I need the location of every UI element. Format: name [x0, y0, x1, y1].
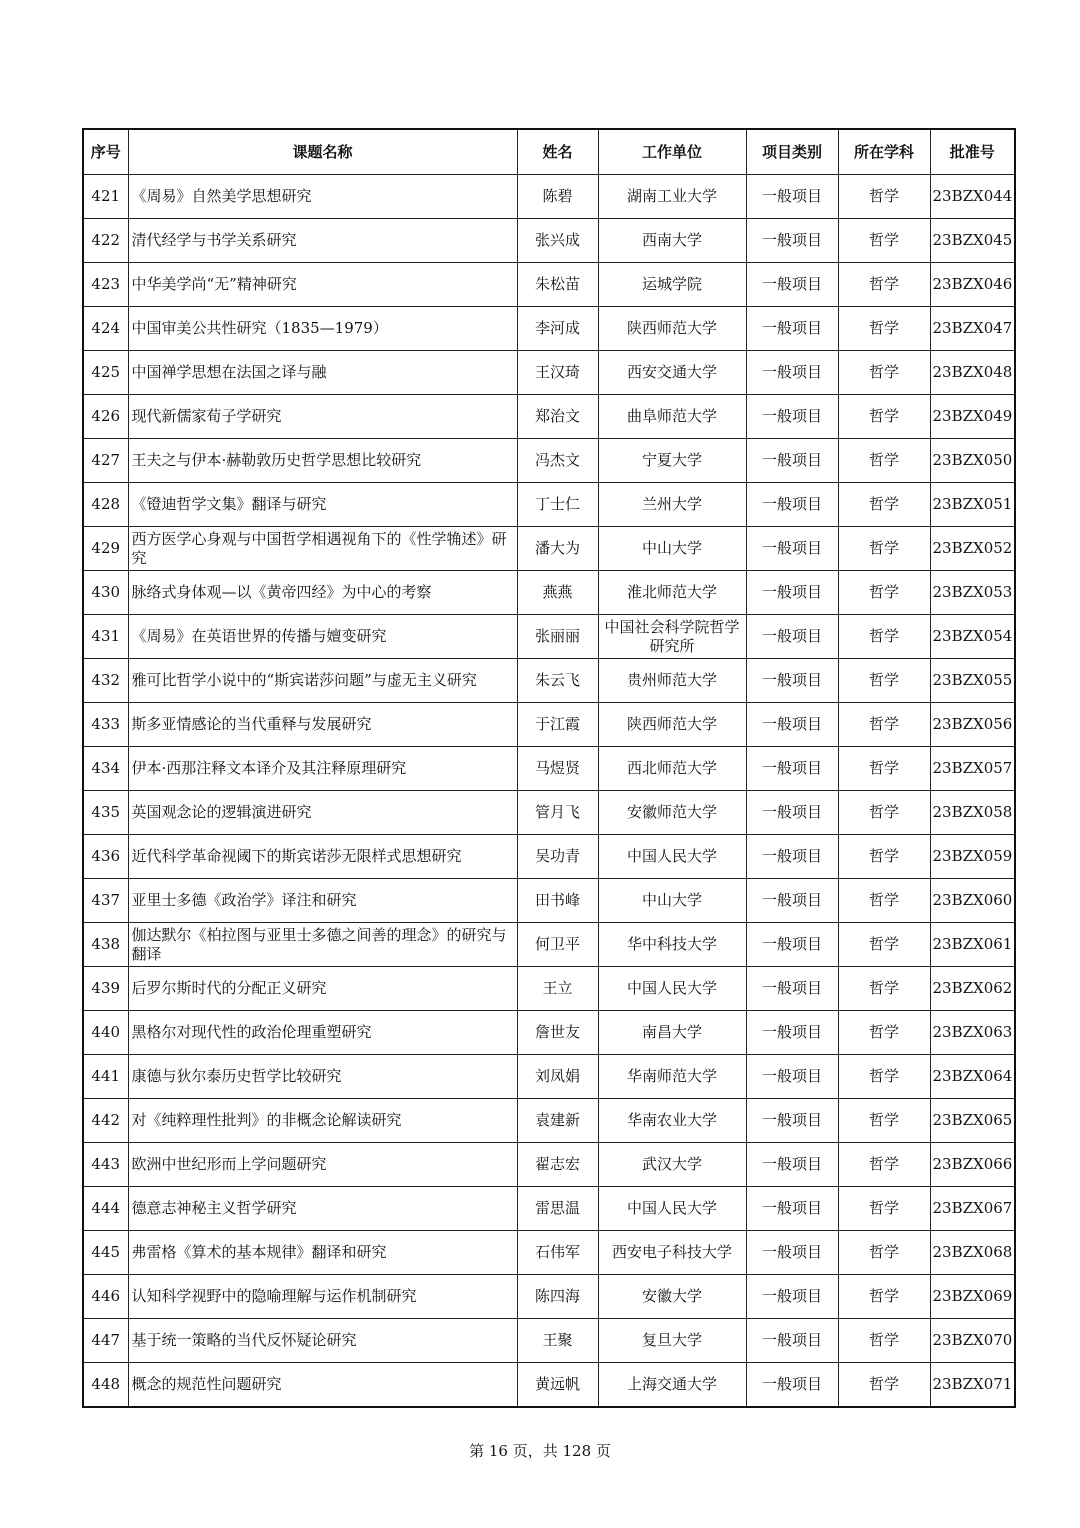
cell-approval-number: 23BZX054	[930, 615, 1015, 659]
cell-approval-number: 23BZX064	[930, 1055, 1015, 1099]
cell-index: 436	[83, 835, 128, 879]
cell-index: 433	[83, 703, 128, 747]
cell-approval-number: 23BZX069	[930, 1275, 1015, 1319]
cell-institution: 安徽师范大学	[598, 791, 746, 835]
cell-title: 后罗尔斯时代的分配正义研究	[128, 967, 517, 1011]
cell-title: 《镫迪哲学文集》翻译与研究	[128, 483, 517, 527]
cell-title: 现代新儒家荀子学研究	[128, 395, 517, 439]
cell-title: 概念的规范性问题研究	[128, 1363, 517, 1408]
cell-index: 428	[83, 483, 128, 527]
cell-institution: 运城学院	[598, 263, 746, 307]
cell-name: 管月飞	[517, 791, 598, 835]
cell-discipline: 哲学	[838, 175, 930, 219]
cell-discipline: 哲学	[838, 1275, 930, 1319]
cell-discipline: 哲学	[838, 615, 930, 659]
cell-index: 435	[83, 791, 128, 835]
cell-discipline: 哲学	[838, 1055, 930, 1099]
table-row	[83, 1231, 1015, 1275]
header-institution: 工作单位	[598, 129, 746, 175]
project-table	[82, 128, 1016, 1408]
cell-name: 黄远帆	[517, 1363, 598, 1408]
cell-name: 吴功青	[517, 835, 598, 879]
cell-index: 445	[83, 1231, 128, 1275]
table-row	[83, 1099, 1015, 1143]
cell-institution: 上海交通大学	[598, 1363, 746, 1408]
cell-name: 冯杰文	[517, 439, 598, 483]
table-row	[83, 439, 1015, 483]
cell-index: 432	[83, 659, 128, 703]
cell-name: 王聚	[517, 1319, 598, 1363]
cell-approval-number: 23BZX061	[930, 923, 1015, 967]
cell-discipline: 哲学	[838, 835, 930, 879]
cell-category: 一般项目	[746, 615, 838, 659]
cell-approval-number: 23BZX047	[930, 307, 1015, 351]
cell-institution: 曲阜师范大学	[598, 395, 746, 439]
table-row	[83, 527, 1015, 571]
cell-approval-number: 23BZX053	[930, 571, 1015, 615]
cell-name: 陈碧	[517, 175, 598, 219]
cell-title: 康德与狄尔泰历史哲学比较研究	[128, 1055, 517, 1099]
table-row	[83, 1055, 1015, 1099]
table-row	[83, 483, 1015, 527]
cell-category: 一般项目	[746, 1187, 838, 1231]
cell-institution: 陕西师范大学	[598, 307, 746, 351]
cell-category: 一般项目	[746, 439, 838, 483]
cell-discipline: 哲学	[838, 307, 930, 351]
cell-title: 基于统一策略的当代反怀疑论研究	[128, 1319, 517, 1363]
table-row	[83, 263, 1015, 307]
cell-institution: 中国人民大学	[598, 1187, 746, 1231]
cell-institution: 华南师范大学	[598, 1055, 746, 1099]
cell-discipline: 哲学	[838, 659, 930, 703]
cell-approval-number: 23BZX052	[930, 527, 1015, 571]
cell-name: 王汉琦	[517, 351, 598, 395]
cell-index: 444	[83, 1187, 128, 1231]
cell-institution: 武汉大学	[598, 1143, 746, 1187]
cell-index: 427	[83, 439, 128, 483]
cell-approval-number: 23BZX045	[930, 219, 1015, 263]
cell-discipline: 哲学	[838, 527, 930, 571]
cell-name: 刘凤娟	[517, 1055, 598, 1099]
cell-category: 一般项目	[746, 835, 838, 879]
cell-category: 一般项目	[746, 395, 838, 439]
cell-name: 张丽丽	[517, 615, 598, 659]
cell-index: 441	[83, 1055, 128, 1099]
cell-approval-number: 23BZX059	[930, 835, 1015, 879]
cell-institution: 中山大学	[598, 879, 746, 923]
cell-index: 439	[83, 967, 128, 1011]
cell-category: 一般项目	[746, 1319, 838, 1363]
table-row	[83, 879, 1015, 923]
cell-index: 423	[83, 263, 128, 307]
cell-name: 燕燕	[517, 571, 598, 615]
cell-discipline: 哲学	[838, 1187, 930, 1231]
cell-name: 陈四海	[517, 1275, 598, 1319]
cell-institution: 陕西师范大学	[598, 703, 746, 747]
table-row	[83, 1275, 1015, 1319]
cell-title: 雅可比哲学小说中的“斯宾诺莎问题”与虚无主义研究	[128, 659, 517, 703]
header-discipline: 所在学科	[838, 129, 930, 175]
cell-institution: 华南农业大学	[598, 1099, 746, 1143]
cell-category: 一般项目	[746, 747, 838, 791]
cell-title: 脉络式身体观—以《黄帝四经》为中心的考察	[128, 571, 517, 615]
cell-index: 438	[83, 923, 128, 967]
cell-name: 潘大为	[517, 527, 598, 571]
cell-approval-number: 23BZX066	[930, 1143, 1015, 1187]
cell-title: 西方医学心身观与中国哲学相遇视角下的《性学觕述》研究	[128, 527, 517, 571]
cell-discipline: 哲学	[838, 263, 930, 307]
cell-institution: 安徽大学	[598, 1275, 746, 1319]
cell-category: 一般项目	[746, 527, 838, 571]
cell-institution: 南昌大学	[598, 1011, 746, 1055]
cell-institution: 淮北师范大学	[598, 571, 746, 615]
cell-name: 翟志宏	[517, 1143, 598, 1187]
cell-category: 一般项目	[746, 1011, 838, 1055]
cell-category: 一般项目	[746, 219, 838, 263]
table-row	[83, 703, 1015, 747]
table-row	[83, 1319, 1015, 1363]
cell-category: 一般项目	[746, 1055, 838, 1099]
cell-title: 中国审美公共性研究（1835—1979）	[128, 307, 517, 351]
cell-discipline: 哲学	[838, 483, 930, 527]
cell-approval-number: 23BZX056	[930, 703, 1015, 747]
table-row	[83, 219, 1015, 263]
cell-name: 田书峰	[517, 879, 598, 923]
cell-discipline: 哲学	[838, 395, 930, 439]
cell-name: 王立	[517, 967, 598, 1011]
table-body	[83, 175, 1015, 1408]
table-row	[83, 351, 1015, 395]
cell-approval-number: 23BZX063	[930, 1011, 1015, 1055]
cell-discipline: 哲学	[838, 879, 930, 923]
cell-category: 一般项目	[746, 1363, 838, 1408]
table-row	[83, 1363, 1015, 1408]
cell-name: 张兴成	[517, 219, 598, 263]
cell-title: 英国观念论的逻辑演进研究	[128, 791, 517, 835]
cell-index: 437	[83, 879, 128, 923]
cell-institution: 西安交通大学	[598, 351, 746, 395]
table-row	[83, 659, 1015, 703]
cell-title: 弗雷格《算术的基本规律》翻译和研究	[128, 1231, 517, 1275]
cell-discipline: 哲学	[838, 571, 930, 615]
cell-discipline: 哲学	[838, 967, 930, 1011]
table-row	[83, 791, 1015, 835]
cell-category: 一般项目	[746, 175, 838, 219]
cell-name: 朱松苗	[517, 263, 598, 307]
table-row	[83, 175, 1015, 219]
cell-approval-number: 23BZX060	[930, 879, 1015, 923]
cell-index: 443	[83, 1143, 128, 1187]
cell-title: 黑格尔对现代性的政治伦理重塑研究	[128, 1011, 517, 1055]
cell-discipline: 哲学	[838, 1143, 930, 1187]
cell-approval-number: 23BZX049	[930, 395, 1015, 439]
cell-name: 何卫平	[517, 923, 598, 967]
cell-title: 斯多亚情感论的当代重释与发展研究	[128, 703, 517, 747]
cell-name: 朱云飞	[517, 659, 598, 703]
cell-title: 对《纯粹理性批判》的非概念论解读研究	[128, 1099, 517, 1143]
cell-discipline: 哲学	[838, 1011, 930, 1055]
header-index: 序号	[83, 129, 128, 175]
cell-institution: 湖南工业大学	[598, 175, 746, 219]
table-row	[83, 1011, 1015, 1055]
cell-category: 一般项目	[746, 1231, 838, 1275]
cell-institution: 西安电子科技大学	[598, 1231, 746, 1275]
table-row	[83, 923, 1015, 967]
cell-name: 石伟军	[517, 1231, 598, 1275]
cell-title: 中华美学尚“无”精神研究	[128, 263, 517, 307]
cell-title: 《周易》在英语世界的传播与嬗变研究	[128, 615, 517, 659]
cell-name: 于江霞	[517, 703, 598, 747]
cell-index: 434	[83, 747, 128, 791]
cell-approval-number: 23BZX048	[930, 351, 1015, 395]
cell-name: 郑治文	[517, 395, 598, 439]
cell-category: 一般项目	[746, 1099, 838, 1143]
cell-category: 一般项目	[746, 879, 838, 923]
table-row	[83, 395, 1015, 439]
cell-category: 一般项目	[746, 923, 838, 967]
cell-approval-number: 23BZX051	[930, 483, 1015, 527]
cell-category: 一般项目	[746, 1275, 838, 1319]
cell-institution: 中国人民大学	[598, 835, 746, 879]
cell-approval-number: 23BZX067	[930, 1187, 1015, 1231]
cell-index: 422	[83, 219, 128, 263]
cell-discipline: 哲学	[838, 791, 930, 835]
cell-index: 430	[83, 571, 128, 615]
page-number-footer: 第 16 页，共 128 页	[469, 1442, 611, 1460]
cell-category: 一般项目	[746, 967, 838, 1011]
header-title: 课题名称	[128, 129, 517, 175]
cell-institution: 复旦大学	[598, 1319, 746, 1363]
cell-discipline: 哲学	[838, 703, 930, 747]
cell-institution: 宁夏大学	[598, 439, 746, 483]
cell-discipline: 哲学	[838, 439, 930, 483]
cell-name: 马煜贤	[517, 747, 598, 791]
cell-approval-number: 23BZX070	[930, 1319, 1015, 1363]
cell-discipline: 哲学	[838, 1099, 930, 1143]
cell-category: 一般项目	[746, 483, 838, 527]
cell-category: 一般项目	[746, 571, 838, 615]
cell-title: 伽达默尔《柏拉图与亚里士多德之间善的理念》的研究与翻译	[128, 923, 517, 967]
cell-name: 袁建新	[517, 1099, 598, 1143]
cell-discipline: 哲学	[838, 1363, 930, 1408]
table-row	[83, 1187, 1015, 1231]
table-row	[83, 615, 1015, 659]
table-row	[83, 747, 1015, 791]
cell-name: 詹世友	[517, 1011, 598, 1055]
project-table-container	[82, 128, 1014, 1408]
cell-discipline: 哲学	[838, 923, 930, 967]
cell-approval-number: 23BZX046	[930, 263, 1015, 307]
cell-approval-number: 23BZX068	[930, 1231, 1015, 1275]
table-header-row	[83, 129, 1015, 175]
header-name: 姓名	[517, 129, 598, 175]
header-approval-number: 批准号	[930, 129, 1015, 175]
cell-title: 欧洲中世纪形而上学问题研究	[128, 1143, 517, 1187]
cell-institution: 华中科技大学	[598, 923, 746, 967]
cell-approval-number: 23BZX058	[930, 791, 1015, 835]
cell-index: 447	[83, 1319, 128, 1363]
cell-title: 王夫之与伊本·赫勒敦历史哲学思想比较研究	[128, 439, 517, 483]
cell-name: 李河成	[517, 307, 598, 351]
cell-index: 431	[83, 615, 128, 659]
cell-discipline: 哲学	[838, 219, 930, 263]
table-row	[83, 835, 1015, 879]
cell-discipline: 哲学	[838, 1231, 930, 1275]
cell-title: 伊本·西那注释文本译介及其注释原理研究	[128, 747, 517, 791]
cell-institution: 西南大学	[598, 219, 746, 263]
cell-approval-number: 23BZX050	[930, 439, 1015, 483]
cell-index: 442	[83, 1099, 128, 1143]
cell-index: 425	[83, 351, 128, 395]
cell-category: 一般项目	[746, 703, 838, 747]
cell-index: 426	[83, 395, 128, 439]
cell-title: 《周易》自然美学思想研究	[128, 175, 517, 219]
cell-approval-number: 23BZX065	[930, 1099, 1015, 1143]
table-row	[83, 307, 1015, 351]
cell-category: 一般项目	[746, 263, 838, 307]
table-row	[83, 571, 1015, 615]
cell-approval-number: 23BZX044	[930, 175, 1015, 219]
cell-category: 一般项目	[746, 659, 838, 703]
cell-category: 一般项目	[746, 791, 838, 835]
cell-title: 中国禅学思想在法国之译与融	[128, 351, 517, 395]
cell-approval-number: 23BZX057	[930, 747, 1015, 791]
cell-title: 亚里士多德《政治学》译注和研究	[128, 879, 517, 923]
cell-name: 雷思温	[517, 1187, 598, 1231]
cell-index: 421	[83, 175, 128, 219]
table-row	[83, 1143, 1015, 1187]
cell-institution: 中国社会科学院哲学研究所	[598, 615, 746, 659]
cell-category: 一般项目	[746, 351, 838, 395]
cell-title: 认知科学视野中的隐喻理解与运作机制研究	[128, 1275, 517, 1319]
cell-name: 丁士仁	[517, 483, 598, 527]
cell-approval-number: 23BZX071	[930, 1363, 1015, 1408]
cell-discipline: 哲学	[838, 747, 930, 791]
cell-index: 424	[83, 307, 128, 351]
cell-index: 440	[83, 1011, 128, 1055]
cell-institution: 贵州师范大学	[598, 659, 746, 703]
cell-category: 一般项目	[746, 1143, 838, 1187]
cell-title: 清代经学与书学关系研究	[128, 219, 517, 263]
cell-index: 429	[83, 527, 128, 571]
cell-approval-number: 23BZX062	[930, 967, 1015, 1011]
cell-category: 一般项目	[746, 307, 838, 351]
cell-discipline: 哲学	[838, 351, 930, 395]
cell-title: 德意志神秘主义哲学研究	[128, 1187, 517, 1231]
cell-approval-number: 23BZX055	[930, 659, 1015, 703]
cell-institution: 中山大学	[598, 527, 746, 571]
cell-institution: 西北师范大学	[598, 747, 746, 791]
cell-discipline: 哲学	[838, 1319, 930, 1363]
table-row	[83, 967, 1015, 1011]
header-category: 项目类别	[746, 129, 838, 175]
cell-index: 448	[83, 1363, 128, 1408]
cell-index: 446	[83, 1275, 128, 1319]
cell-institution: 兰州大学	[598, 483, 746, 527]
cell-institution: 中国人民大学	[598, 967, 746, 1011]
cell-title: 近代科学革命视阈下的斯宾诺莎无限样式思想研究	[128, 835, 517, 879]
